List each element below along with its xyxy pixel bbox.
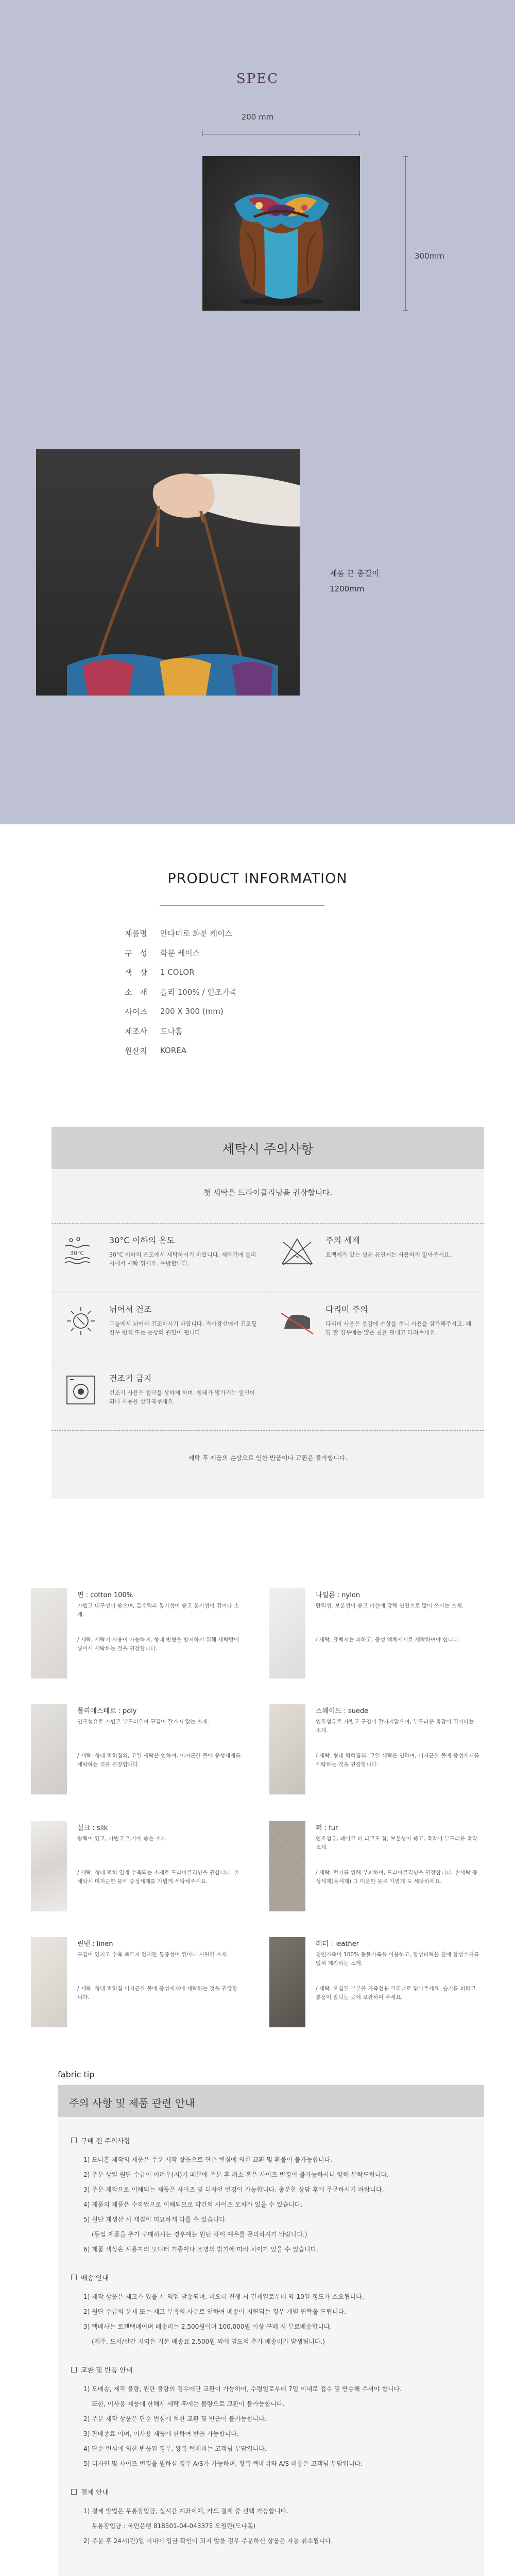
fabric-swatch — [31, 1821, 67, 1911]
info-value: KOREA — [160, 1046, 186, 1055]
info-row — [112, 982, 237, 1002]
wash-item — [52, 1362, 268, 1431]
fabric-wash: / 세탁. 오염된 부분을 가죽전용 크리너로 닦아주세요. 습기를 피하고 통풍이 잘되는 곳에 보관하여 주세요. — [316, 1986, 476, 2001]
info-row — [112, 962, 237, 982]
tip-section — [71, 2273, 471, 2349]
tip-line: 2) 주문 상일 원단 수급이 어려우(지)기 때문에 주문 후 취소 혹은 사이즈 변경이 불가능하시니 양해 부탁드립니다. — [83, 2171, 389, 2178]
wash-item-title: 주의 세제 — [325, 1235, 360, 1245]
bag-illustration — [202, 156, 360, 311]
tip-section-label: 결제 안내 — [81, 2489, 109, 2497]
checkbox-icon — [71, 2489, 77, 2495]
fabric-item — [31, 1821, 247, 1911]
width-dimension-line — [202, 131, 360, 137]
checkbox-icon — [71, 2367, 77, 2372]
fabric-item — [31, 1588, 247, 1679]
tip-line: 무통장입금 : 국민은행 818501-04-043375 오필란(도나홈) — [92, 2522, 256, 2530]
product-photo-strap — [36, 449, 300, 696]
fabric-wash: / 세탁. 형태 먹혀짐의, 고열 세탁은 인하며, 미지근한 물에 중성세제를 세탁하는 것을 권장합니다. — [77, 1753, 241, 1768]
tip-line: (동일 제품을 추가 구매하시는 경우에는 원단 차이 예우를 문의하시기 바랍니다.) — [92, 2231, 307, 2238]
fabric-desc: 천연가죽이 100% 동물가죽을 이용하고, 합성피혁은 천에 합성수지를 입혀 제작하는 소재. — [316, 1952, 479, 1967]
fabric-item — [269, 1704, 486, 1794]
tip-line: 2) 주문 후 24시(간)일 이내에 입금 확인이 되지 않을 경우 주문하신 상품은 자동 취소됩니다. — [83, 2537, 333, 2545]
fabric-wash: / 세탁. 털기를 위해 부피하며, 드라이클리닝을 권장합니다. 손세탁 중성세제(울세제) 그 미온한 물로 가볍게 도 세탁하세요. — [316, 1870, 478, 1885]
divider — [160, 905, 324, 906]
product-information-table — [112, 923, 237, 1060]
strap-length-title: 제품 끈 총길이 — [330, 569, 380, 578]
washing-subtitle: 첫 세탁은 드라이클리닝을 권장합니다. — [203, 1188, 333, 1197]
fabric-name: 나일론 : nylon — [316, 1591, 360, 1599]
wash-item — [52, 1224, 268, 1293]
strap-length-info — [330, 566, 379, 597]
info-label: 원산지 — [125, 1046, 147, 1056]
tip-line: 1) 오배송, 제작 불량, 원단 불량의 경우에만 교환이 가능하며, 수령일로부터 7일 이내로 접수 및 반송해 주셔야 합니다. — [83, 2385, 402, 2393]
tip-line: 4) 제품의 제품은 수작업으로 이해되므로 약간의 사이즈 오차가 있을 수 있습니다. — [83, 2201, 303, 2208]
spec-section — [0, 0, 515, 824]
fabric-desc: 탄력성, 보온성이 좋고 마찰에 강해 인견으로 많이 쓰이는 소재. — [316, 1603, 464, 1609]
fabric-name: 린넨 : linen — [77, 1940, 113, 1948]
info-value: 폴리 100% / 인조가죽 — [160, 987, 237, 997]
tip-line: 1) 결제 방법은 무통장입금, 실시간 계좌이체, 카드 결제 중 선택 가능합니다. — [83, 2507, 289, 2515]
washing-title: 세탁시 주의사항 — [222, 1142, 314, 1157]
tip-line: 3) 판매종료 이며, 이사용 제품에 한하여 반품 가능합니다. — [83, 2430, 239, 2437]
fabric-name: 면 : cotton 100% — [77, 1591, 133, 1599]
tip-line: 1) 도나홈 제작의 제품은 주문 제작 상품으로 단순 변심에 의한 교환 및 환불이 불가능합니다. — [83, 2156, 333, 2163]
wash-item-title: 뉘어서 건조 — [109, 1304, 152, 1314]
info-label: 사이즈 — [125, 1007, 147, 1016]
fabric-desc: 가볍고 내구성이 좋으며, 흡수력과 통기성이 좋고 통기성이 뛰어나 소재. — [77, 1603, 239, 1618]
tip-line: 3) 택배사는 로젠택배이며 배송비는 2,500원이며 100,000원 이상 구매 시 무료배송합니다. — [83, 2323, 332, 2330]
fabric-wash: / 세탁. 표백제는 피하고, 중성 액체세제로 세탁하여야 합니다. — [316, 1637, 460, 1643]
tip-line: (제주, 도서/산간 지역은 기본 배송료 2,500원 외에 별도의 추가 배송비가 발생됩니다.) — [92, 2338, 325, 2345]
info-label: 소 재 — [125, 987, 147, 997]
fabric-tip-label: fabric tip — [58, 2070, 95, 2079]
height-label: 300mm — [415, 251, 444, 261]
tip-section-title — [71, 2136, 471, 2145]
info-row — [112, 923, 237, 943]
washing-header — [52, 1127, 484, 1169]
fabric-desc: 인조섬유로 가볍고 구김이 잘가지않으며, 부드러운 촉감이 뛰어나는 소재. — [316, 1719, 474, 1734]
shade-dry-icon — [63, 1303, 99, 1339]
fabric-item — [269, 1821, 486, 1911]
wash-item-title: 30°C 이하의 온도 — [109, 1235, 175, 1245]
fabric-wash: / 세탁. 형태 먹혀짐 미지근한 물에 중성세제에 세탁하는 것을 권장합니다. — [77, 1986, 237, 2001]
tip-section — [71, 2365, 471, 2471]
wash-item-title: 다리미 주의 — [325, 1304, 368, 1314]
fabric-swatch — [269, 1821, 305, 1911]
strap-illustration — [36, 449, 300, 696]
wash-item — [268, 1293, 484, 1362]
spec-title: SPEC — [236, 71, 279, 87]
wash-item-desc: 건조기 사용은 원단을 상하게 하며, 형태가 망가지는 원인이 되니 사용을 삼가해주세요. — [109, 1389, 255, 1405]
info-row — [112, 943, 237, 962]
tip-section-label: 배송 안내 — [81, 2275, 109, 2282]
tip-line: 2) 주문 제작 상품은 단순 변심에 의한 교환 및 반품이 불가능합니다. — [83, 2415, 267, 2422]
fabric-swatch — [269, 1704, 305, 1794]
info-value: 200 X 300 (mm) — [160, 1007, 224, 1016]
tip-section-title — [71, 2273, 471, 2282]
info-label: 색 상 — [125, 968, 147, 977]
fabric-item — [31, 1937, 247, 2027]
fabric-desc: 인조섬유, 폐이크 퍼 라고도 함, 보온성이 좋고, 촉감이 부드러운 촉감 소재. — [316, 1836, 477, 1851]
tip-section-title — [71, 2487, 471, 2497]
no-tumble-dry-icon — [63, 1372, 99, 1408]
fabric-wash: / 세탁. 형태 먹혀짐의, 고열 세탁은 인하며, 미지근한 물에 중성세제를 세탁하는 것을 권장합니다. — [316, 1753, 479, 1768]
fabric-name: 스웨이드 : suede — [316, 1707, 369, 1715]
info-value: 안다미로 화분 케이스 — [160, 928, 232, 938]
fabric-tip-title: 주의 사항 및 제품 관련 안내 — [69, 2097, 195, 2109]
fabric-wash: / 세탁. 형태 먹혀 입게 수축되는 소재로 드라이클리닝을 권합니다. 손세탁시 미지근한 물에 중성세제를 가볍게 세탁해주세요. — [77, 1870, 239, 1885]
tip-line: 6) 제품 색상은 사용자의 모니터 기종이나 조명의 밝기에 따라 차이가 있을 수 있습니다. — [83, 2246, 319, 2253]
fabric-swatch — [269, 1588, 305, 1679]
fabric-name: 폴리에스테르 : poly — [77, 1707, 137, 1715]
tip-line: 5) 디자인 및 사이즈 변경을 원하실 경우 A/S가 가능하며, 왕복 택배비와 A/S 비용은 고객님 부담입니다. — [83, 2460, 363, 2467]
iron-caution-icon — [279, 1303, 315, 1339]
fabric-tip-body — [58, 2117, 484, 2576]
fabric-item — [269, 1588, 486, 1679]
fabric-desc: 인조섬유로 가볍고 부드러우며 구김이 잘가지 않는 소재. — [77, 1719, 210, 1725]
wash-item — [268, 1224, 484, 1293]
info-label: 구 성 — [125, 948, 147, 958]
fabric-swatch — [31, 1937, 67, 2027]
svg-text:30°C: 30°C — [70, 1250, 84, 1257]
product-photo-front — [202, 156, 360, 311]
width-label: 200 mm — [241, 112, 274, 122]
info-label: 제품명 — [125, 928, 147, 938]
washing-grid — [52, 1223, 484, 1431]
fabric-wash: / 세탁. 세탁기 사용이 가능하며, 형태 변형을 방지하기 위해 세탁망에 넣어서 세탁하는 것을 권장합니다. — [77, 1637, 239, 1652]
tip-line: 1) 제작 상품은 제고가 있을 시 익일 발송되며, 미오더 진행 시 결제일로부터 약 10일 정도가 소요됩니다. — [83, 2293, 364, 2300]
wash-item-desc: 표백제가 있는 성유 유연제는 사용하지 말아주세요. — [325, 1251, 452, 1258]
tip-line: 4) 단순 변심에 의한 반품일 경우, 왕복 택배비는 고객님 부담입니다. — [83, 2445, 267, 2452]
info-label: 제조사 — [125, 1026, 147, 1036]
fabric-name: 실크 : silk — [77, 1824, 108, 1832]
info-row — [112, 1002, 237, 1021]
wash-item-desc: 그늘에서 뉘어서 건조하시기 바랍니다. 직사광선에서 건조할 경우 변색 또는 손상의 원인이 됩니다. — [109, 1320, 257, 1336]
info-row — [112, 1041, 237, 1060]
tip-section-label: 교환 및 반품 안내 — [81, 2367, 133, 2375]
fabric-swatch — [269, 1937, 305, 2027]
fabric-desc: 구김이 있지고 수축 빠른지 있지만 통풍성이 뛰어나 시원한 소재. — [77, 1952, 229, 1958]
wash-item-desc: 30°C 이하의 온도에서 세탁하시기 바랍니다. 세탁기에 돌리시에서 세탁 뒤세요. 무방합니다. — [109, 1251, 256, 1267]
height-dimension-line — [403, 156, 408, 311]
fabric-tip-header — [58, 2085, 484, 2117]
washing-caution-section — [52, 1127, 484, 1499]
wash-item-title: 건조기 금지 — [109, 1374, 152, 1383]
info-row — [112, 1021, 237, 1041]
no-bleach-icon — [279, 1234, 315, 1270]
tip-section — [71, 2136, 471, 2257]
tip-section — [71, 2487, 471, 2549]
tip-section-label: 구매 전 주의사항 — [81, 2138, 131, 2145]
tip-line: 또한, 이사용 제품에 한해서 세탁 후에는 불량으로 교환이 불가능합니다. — [92, 2400, 285, 2408]
fabric-name: 퍼 : fur — [316, 1824, 338, 1832]
info-value: 화분 케이스 — [160, 948, 200, 958]
wash-30-icon — [63, 1234, 99, 1270]
checkbox-icon — [71, 2275, 77, 2280]
fabric-swatch — [31, 1588, 67, 1679]
fabric-swatch — [31, 1704, 67, 1794]
wash-item — [52, 1293, 268, 1362]
fabric-desc: 광택이 있고, 가볍고 일기에 좋은 소재. — [77, 1836, 168, 1842]
tip-line: 2) 원단 수급의 문제 또는 제고 부족의 사유로 인하여 배송이 지연되는 경우 개별 연락을 드립니다. — [83, 2308, 347, 2315]
checkbox-icon — [71, 2138, 77, 2143]
info-value: 1 COLOR — [160, 968, 195, 977]
product-information-title: PRODUCT INFORMATION — [167, 871, 348, 887]
tip-line: 3) 주문 제작으로 이해되는 제품은 사이즈 및 디자인 변경이 가능합니다. 충분한 상담 후에 주문하시기 바랍니다. — [83, 2186, 384, 2193]
strap-length-value: 1200mm — [330, 584, 365, 594]
wash-item-desc: 다리미 사용은 옷감에 손상을 주니 사용을 삼가해주시고, 패딩 할 경우에는 얇은 천을 덧대고 다려주세요. — [325, 1320, 471, 1336]
fabric-item — [269, 1937, 486, 2027]
washing-footer-note: 세탁 후 제품의 손상으로 인한 반품이나 교환은 불가합니다. — [188, 1454, 348, 1462]
fabric-item — [31, 1704, 247, 1794]
fabric-name: 레더 : leather — [316, 1940, 359, 1948]
tip-line: 5) 원단 재생산 시 재질이 미묘하게 다를 수 있습니다. — [83, 2216, 227, 2223]
tip-section-title — [71, 2365, 471, 2375]
info-value: 도나홈 — [160, 1026, 183, 1036]
